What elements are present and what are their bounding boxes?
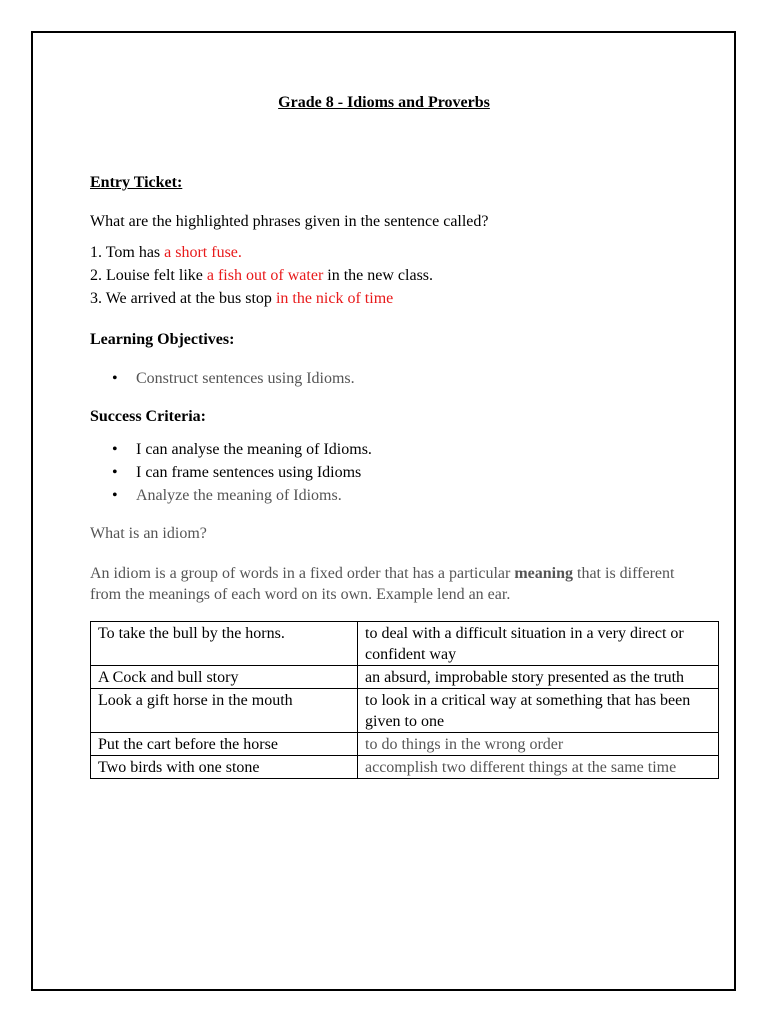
sentence-text: 2. Louise felt like	[90, 267, 207, 284]
sentence-2	[90, 265, 433, 288]
objective-item: • Construct sentences using Idioms.	[90, 368, 355, 391]
criteria-item: • I can analyse the meaning of Idioms.	[90, 439, 372, 462]
idiom-cell: A Cock and bull story	[91, 666, 358, 689]
definition-text: a group of words in a fixed order that has a particular	[165, 565, 515, 582]
meaning-cell: accomplish two different things at the same time	[358, 756, 719, 779]
sentence-text: in the new class.	[323, 267, 434, 284]
sentence-text: 1. Tom has	[90, 244, 165, 261]
entry-ticket-heading: Entry Ticket:	[90, 174, 183, 191]
table-row	[91, 733, 719, 756]
objectives-list	[90, 368, 355, 391]
idioms-table	[90, 621, 719, 779]
criteria-heading: Success Criteria:	[90, 408, 206, 425]
highlighted-phrase: a short fuse.	[164, 244, 242, 261]
definition-lead: An idiom is	[90, 565, 166, 582]
table-row	[91, 756, 719, 779]
entry-question: What are the highlighted phrases given in the sentence called?	[90, 213, 489, 230]
idiom-definition	[90, 563, 690, 605]
sentence-text: 3. We arrived at the bus stop	[90, 290, 276, 307]
idiom-question: What is an idiom?	[90, 525, 207, 542]
table-row	[91, 666, 719, 689]
highlighted-phrase: a fish out of water	[206, 267, 324, 284]
criteria-item: • I can frame sentences using Idioms	[90, 462, 372, 485]
meaning-cell: an absurd, improbable story presented as the truth	[358, 666, 719, 689]
objectives-heading: Learning Objectives:	[90, 331, 235, 348]
table-row	[91, 622, 719, 666]
idiom-cell: Put the cart before the horse	[91, 733, 358, 756]
entry-sentences	[90, 242, 433, 311]
highlighted-phrase: in the nick of time	[275, 290, 394, 307]
meaning-cell: to do things in the wrong order	[358, 733, 719, 756]
meaning-cell: to look in a critical way at something that has been given to one	[358, 689, 719, 733]
table-row	[91, 689, 719, 733]
definition-text: that is different from the meanings of each word on its own. Example lend an ear.	[90, 565, 675, 603]
page-title: Grade 8 - Idioms and Proverbs	[278, 94, 490, 111]
definition-bold: meaning	[514, 565, 573, 582]
criteria-list	[90, 439, 372, 508]
idiom-cell: To take the bull by the horns.	[91, 622, 358, 666]
criteria-item: • Analyze the meaning of Idioms.	[90, 485, 372, 508]
sentence-1	[90, 242, 433, 265]
meaning-cell: to deal with a difficult situation in a very direct or confident way	[358, 622, 719, 666]
idiom-cell: Look a gift horse in the mouth	[91, 689, 358, 733]
idiom-cell: Two birds with one stone	[91, 756, 358, 779]
sentence-3	[90, 288, 433, 311]
